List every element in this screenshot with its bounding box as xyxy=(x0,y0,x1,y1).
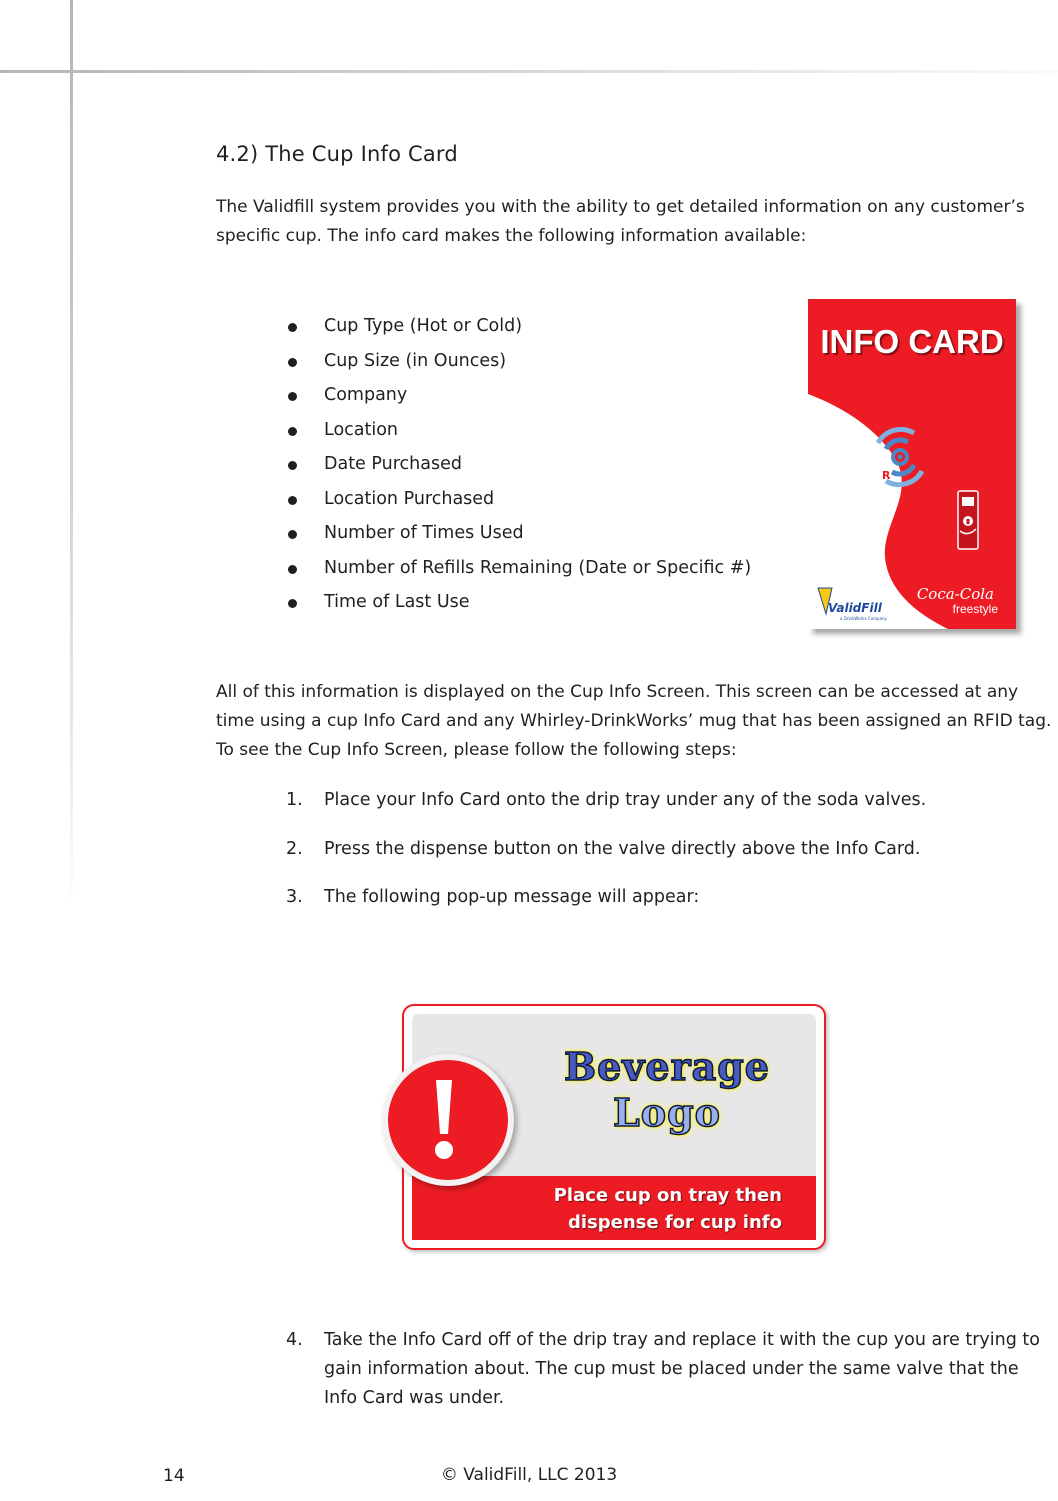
freestyle-label: freestyle xyxy=(952,602,998,616)
list-item: Location Purchased xyxy=(286,484,751,519)
beverage-logo xyxy=(532,1044,802,1136)
step-text: Press the dispense button on the valve directly above the Info Card. xyxy=(324,838,921,859)
info-card-title: INFO CARD xyxy=(820,323,1004,360)
beverage-logo-line1: Beverage xyxy=(564,1044,770,1089)
info-bullet-list xyxy=(286,311,751,622)
coca-cola-logo: Coca-Cola xyxy=(916,585,994,603)
step-list-continued xyxy=(286,1326,1046,1413)
popup-message-line2: dispense for cup info xyxy=(567,1212,782,1233)
step-number: 3. xyxy=(286,887,303,907)
beverage-logo-line2: Logo xyxy=(613,1090,721,1135)
step-number: 2. xyxy=(286,838,303,859)
step-item xyxy=(286,786,926,835)
step-item xyxy=(286,1326,1046,1413)
list-item: Cup Size (in Ounces) xyxy=(286,346,751,381)
exclamation-icon xyxy=(382,1045,514,1186)
list-item: Time of Last Use xyxy=(286,587,751,622)
step-text: Take the Info Card off of the drip tray and replace it with the cup you are trying to gain information about. The cup must be placed under the same valve that the Info Card was under. xyxy=(324,1330,1040,1408)
list-item: Location xyxy=(286,415,751,450)
freestyle-machine-icon xyxy=(958,491,978,549)
copyright-footer: © ValidFill, LLC 2013 xyxy=(440,1465,618,1485)
section-heading: 4.2) The Cup Info Card xyxy=(216,142,458,166)
rf-letter-r: R xyxy=(882,469,891,482)
popup-message-line1: Place cup on tray then xyxy=(553,1185,782,1206)
popup-message-image xyxy=(388,1004,826,1250)
step-item xyxy=(286,883,926,932)
step-number: 4. xyxy=(286,1330,303,1350)
step-text: Place your Info Card onto the drip tray under any of the soda valves. xyxy=(324,790,927,810)
list-item: Number of Refills Remaining (Date or Specific #) xyxy=(286,553,751,588)
list-item: Cup Type (Hot or Cold) xyxy=(286,311,751,346)
svg-text:ValidFill: ValidFill xyxy=(828,601,882,615)
margin-line-horizontal xyxy=(0,70,1058,73)
step-text: The following pop-up message will appear: xyxy=(324,887,700,907)
alert-symbol: ! xyxy=(388,1045,395,1064)
step-item xyxy=(286,835,926,884)
popup-panel xyxy=(388,1014,816,1240)
page-number: 14 xyxy=(163,1466,185,1486)
step-list xyxy=(286,786,926,932)
list-item: Number of Times Used xyxy=(286,518,751,553)
rf-letter-f: F xyxy=(922,427,930,440)
svg-text:a DrinkWorks Company: a DrinkWorks Company xyxy=(840,616,887,621)
margin-line-vertical xyxy=(70,0,73,910)
list-item: Date Purchased xyxy=(286,449,751,484)
step-number: 1. xyxy=(286,790,303,810)
intro-paragraph: The Validfill system provides you with the ability to get detailed information on any customer’s specific cup. The info card makes the following information available: xyxy=(216,197,1025,246)
info-card-image xyxy=(808,299,1016,629)
access-paragraph: All of this information is displayed on the Cup Info Screen. This screen can be accessed at any time using a cup Info Card and any Whirley-DrinkWorks’ mug that has been assigned an RFID tag. To see the Cup Info Screen, please follow the following steps: xyxy=(216,682,1052,760)
popup-instruction xyxy=(482,1182,782,1236)
list-item: Company xyxy=(286,380,751,415)
